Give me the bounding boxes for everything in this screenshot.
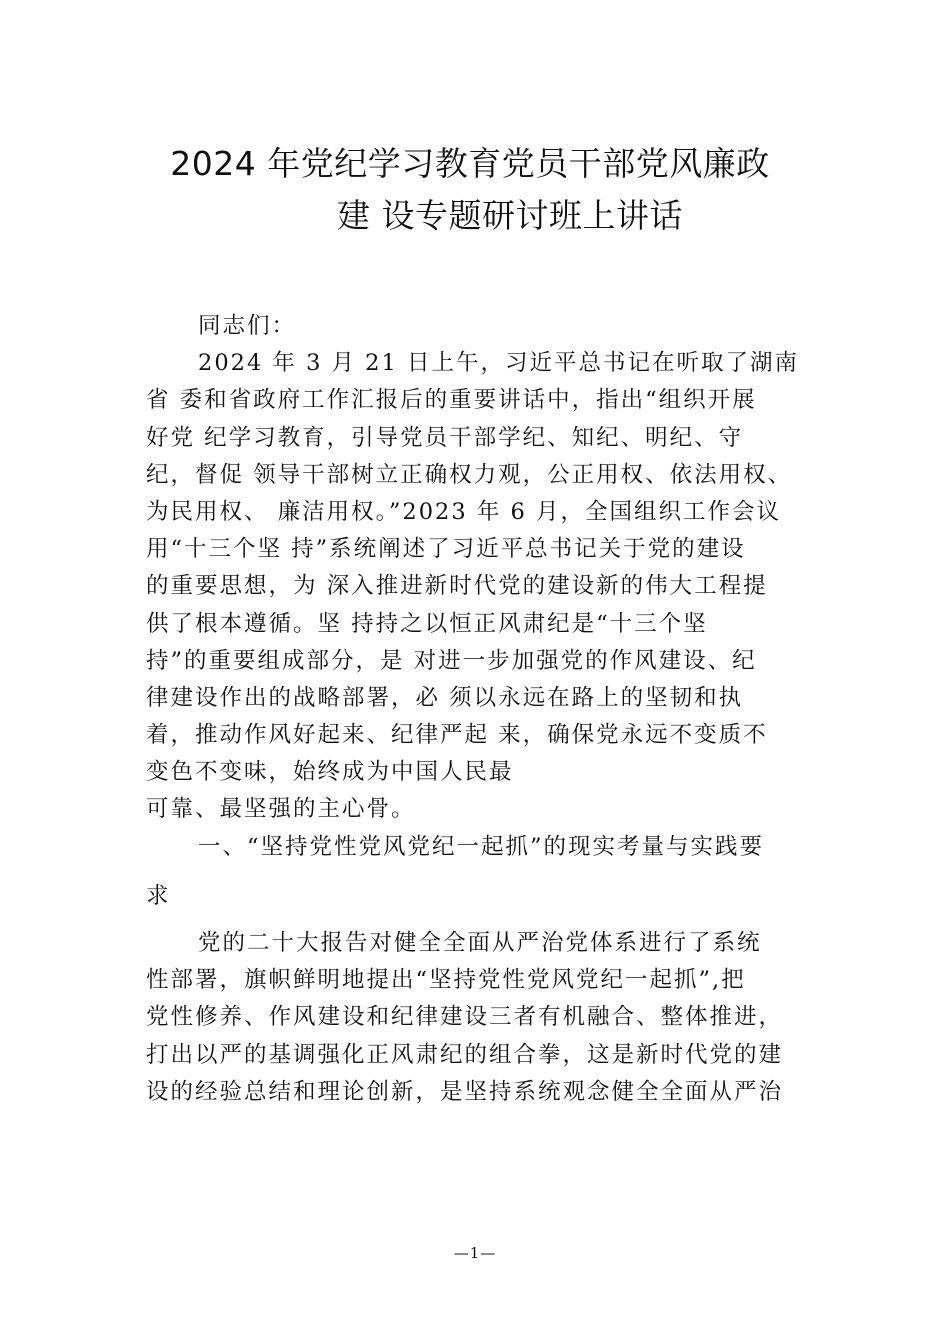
paragraph-line: 打出以严的基调强化正风肃纪的组合拳，这是新时代党的建 <box>146 1041 784 1068</box>
paragraph-line: 变色不变味，始终成为中国人民最 <box>146 759 514 786</box>
paragraph-line: 用“十三个坚 持”系统阐述了习近平总书记关于党的建设 <box>146 536 746 563</box>
paragraph-line: 党性修养、作风建设和纪律建设三者有机融合、整体推进， <box>146 1004 784 1031</box>
paragraph-line: 律建设作出的战略部署，必 须以永远在路上的坚韧和执 <box>146 684 744 711</box>
document-body <box>146 308 806 1111</box>
salutation: 同志们： <box>198 313 297 339</box>
section-heading-continued: 求 <box>146 882 171 909</box>
paragraph-line: 省 委和省政府工作汇报后的重要讲话中，指出“组织开展 <box>146 387 757 414</box>
paragraph-line: 好党 纪学习教育，引导党员干部学纪、知纪、明纪、守 <box>146 424 744 451</box>
document-title <box>0 138 950 242</box>
section-heading: 一、“坚持党性党风党纪一起抓”的现实考量与实践要 <box>198 833 765 860</box>
paragraph-line: 着，推动作风好起来、纪律严起 来，确保党永远不变质不 <box>146 722 768 749</box>
title-line-1: 2024 年党纪学习教育党员干部党风廉政 <box>170 144 770 183</box>
paragraph-line: 的重要思想，为 深入推进新时代党的建设新的伟大工程提 <box>146 573 768 600</box>
paragraph-line: 2024 年 3 月 21 日上午，习近平总书记在听取了湖南 <box>198 350 799 377</box>
paragraph-line: 持”的重要组成部分，是 对进一步加强党的作风建设、纪 <box>146 647 757 674</box>
paragraph-line: 设的经验总结和理论创新，是坚持系统观念健全全面从严治 <box>146 1078 784 1105</box>
paragraph-line: 纪，督促 领导干部树立正确权力观，公正用权、依法用权、 <box>146 461 793 488</box>
paragraph-line: 供了根本遵循。坚 持持之以恒正风肃纪是“十三个坚 <box>146 610 708 637</box>
paragraph-line: 可靠、最坚强的主心骨。 <box>146 796 416 823</box>
paragraph-line: 性部署，旗帜鲜明地提出“坚持党性党风党纪一起抓”,把 <box>146 967 746 994</box>
paragraph-line: 为民用权、 廉洁用权。”2023 年 6 月，全国组织工作会议 <box>146 498 781 525</box>
title-line-2: 建 设专题研讨班上讲话 <box>337 196 683 235</box>
paragraph-line: 党的二十大报告对健全全面从严治党体系进行了系统 <box>198 930 762 956</box>
page-number: —1— <box>453 1244 497 1262</box>
